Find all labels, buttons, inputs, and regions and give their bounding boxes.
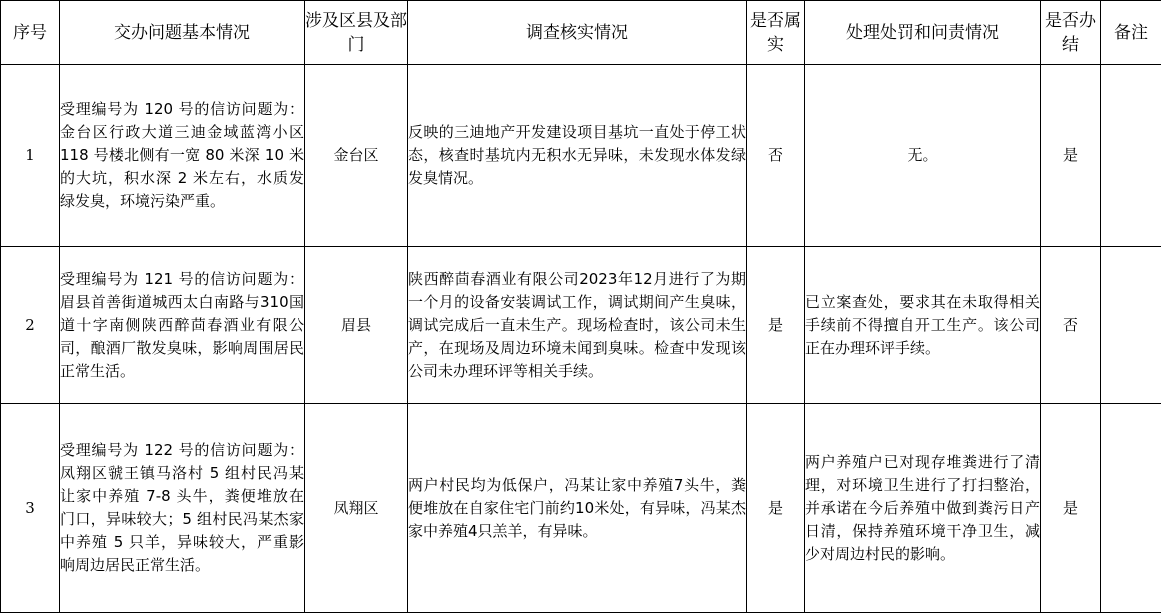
cell-investigation: 陕西醉茴春酒业有限公司2023年12月进行了为期一个月的设备安装调试工作，调试期间产生臭味，调试完成后一直未生产。现场检查时，该公司未生产，在现场及周边环境未闻到臭味。检查中发现该公司未办理环评等相关手续。 (408, 247, 747, 404)
header-investigation: 调查核实情况 (408, 1, 747, 65)
cell-district: 金台区 (305, 65, 408, 247)
cell-issue: 受理编号为 122 号的信访问题为：凤翔区虢王镇马洛村 5 组村民冯某让家中养殖 7-8 头牛，粪便堆放在门口，异味较大；5 组村民冯某杰家中养殖 5 只羊，异味较大，严重影响周边居民正常生活。 (60, 404, 305, 613)
cell-verified: 是 (747, 404, 805, 613)
table-row (1, 404, 1161, 613)
cell-remarks (1101, 247, 1161, 404)
cell-penalty: 两户养殖户已对现存堆粪进行了清理，对环境卫生进行了打扫整治，并承诺在今后养殖中做到粪污日产日清，保持养殖环境干净卫生，减少对周边村民的影响。 (805, 404, 1041, 613)
cell-remarks (1101, 65, 1161, 247)
header-penalty: 处理处罚和问责情况 (805, 1, 1041, 65)
table-row (1, 247, 1161, 404)
header-seq: 序号 (1, 1, 60, 65)
cell-seq: 3 (1, 404, 60, 613)
header-verified: 是否属实 (747, 1, 805, 65)
cell-investigation: 两户村民均为低保户，冯某让家中养殖7头牛，粪便堆放在自家住宅门前约10米处，有异味，冯某杰家中养殖4只羔羊，有异味。 (408, 404, 747, 613)
cell-closed: 是 (1041, 65, 1101, 247)
cell-penalty: 无。 (805, 65, 1041, 247)
cell-investigation: 反映的三迪地产开发建设项目基坑一直处于停工状态，核查时基坑内无积水无异味，未发现水体发绿发臭情况。 (408, 65, 747, 247)
cell-seq: 1 (1, 65, 60, 247)
table-row (1, 65, 1161, 247)
cell-district: 眉县 (305, 247, 408, 404)
cell-issue: 受理编号为 120 号的信访问题为：金台区行政大道三迪金域蓝湾小区 118 号楼北侧有一宽 80 米深 10 米的大坑，积水深 2 米左右，水质发绿发臭，环境污染严重。 (60, 65, 305, 247)
header-issue: 交办问题基本情况 (60, 1, 305, 65)
cell-closed: 否 (1041, 247, 1101, 404)
cell-remarks (1101, 404, 1161, 613)
header-closed: 是否办结 (1041, 1, 1101, 65)
cell-issue: 受理编号为 121 号的信访问题为：眉县首善街道城西太白南路与310国道十字南侧陕西醉茴春酒业有限公司，酿酒厂散发臭味，影响周围居民正常生活。 (60, 247, 305, 404)
cell-verified: 是 (747, 247, 805, 404)
cell-penalty: 已立案查处，要求其在未取得相关手续前不得擅自开工生产。该公司正在办理环评手续。 (805, 247, 1041, 404)
cell-verified: 否 (747, 65, 805, 247)
cell-district: 凤翔区 (305, 404, 408, 613)
header-district: 涉及区县及部门 (305, 1, 408, 65)
cell-closed: 是 (1041, 404, 1101, 613)
header-row (1, 1, 1161, 65)
header-remarks: 备注 (1101, 1, 1161, 65)
cell-seq: 2 (1, 247, 60, 404)
